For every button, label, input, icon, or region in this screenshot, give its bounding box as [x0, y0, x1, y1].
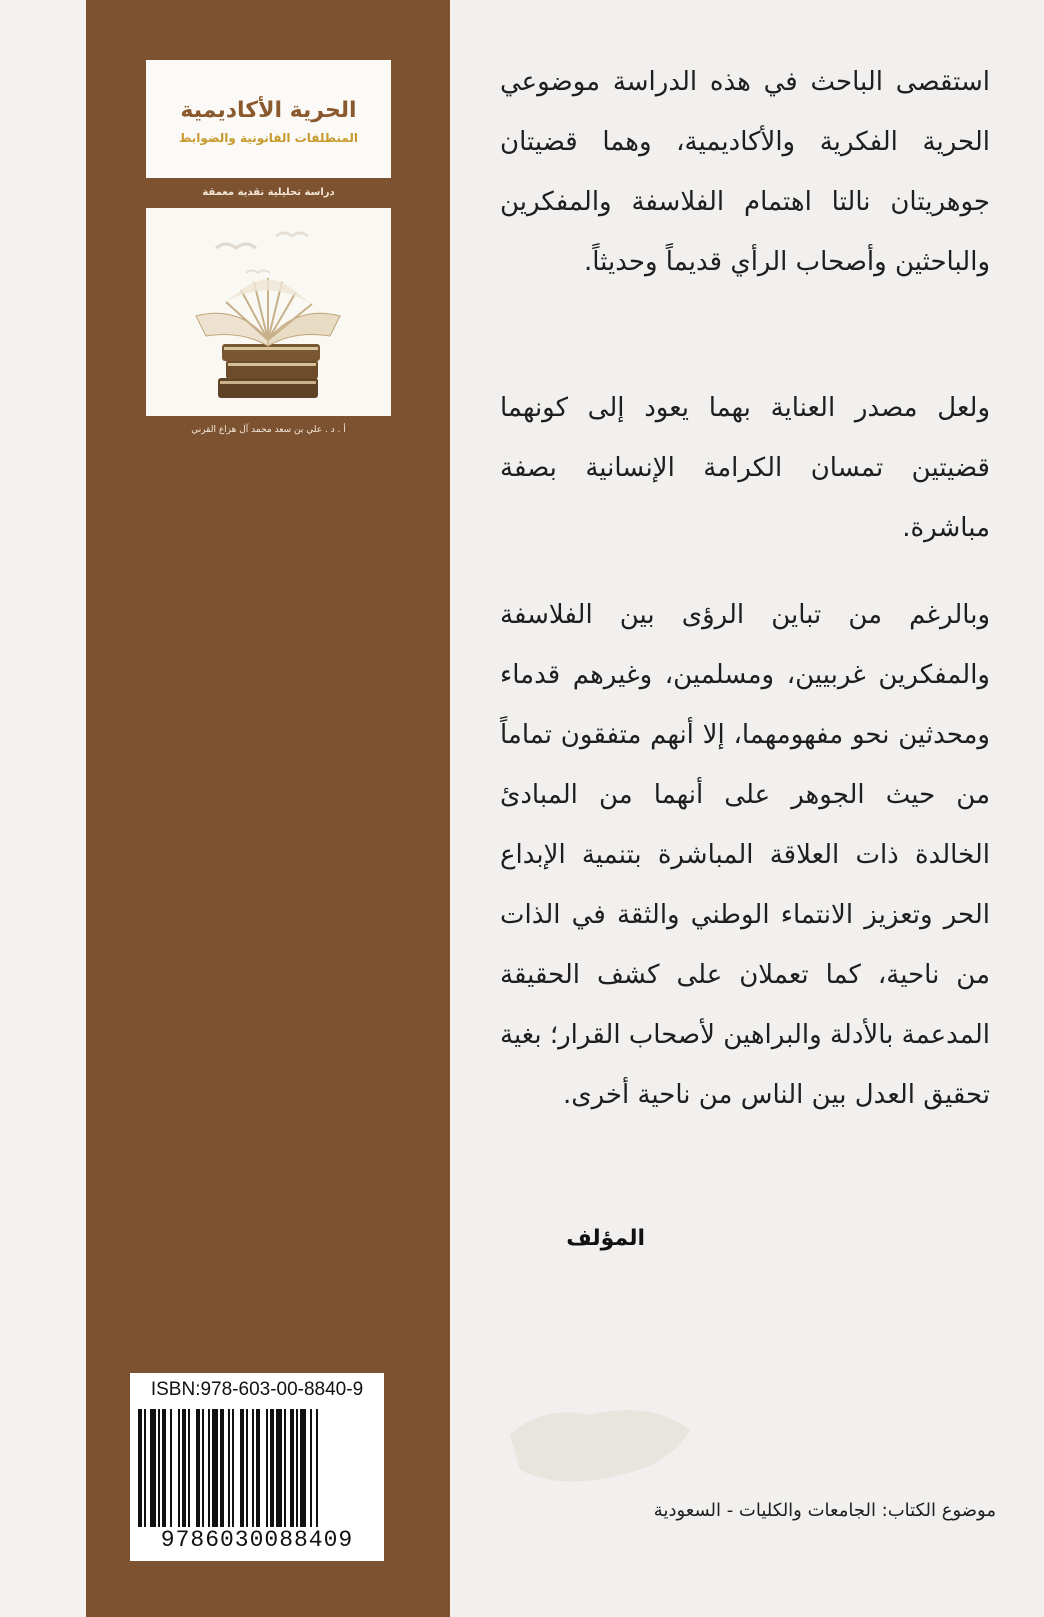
open-book-icon [146, 208, 391, 416]
barcode-bar [276, 1409, 282, 1527]
barcode-bar [158, 1409, 160, 1527]
barcode-bar [150, 1409, 156, 1527]
barcode-bar [266, 1409, 268, 1527]
cover-thumbnail [146, 60, 391, 445]
isbn-barcode [130, 1373, 384, 1561]
barcode-bar [246, 1409, 248, 1527]
barcode-bar [178, 1409, 180, 1527]
barcode-bar [196, 1409, 200, 1527]
author-signature: المؤلف [566, 1226, 645, 1251]
barcode-bar [212, 1409, 218, 1527]
barcode-bar [270, 1409, 274, 1527]
barcode-bar [208, 1409, 210, 1527]
barcode-bar [188, 1409, 190, 1527]
barcode-bar [310, 1409, 312, 1527]
cover-band-text: دراسة تحليلية نقدية معمقة [146, 178, 391, 208]
barcode-bar [300, 1409, 306, 1527]
barcode-bar [138, 1409, 142, 1527]
barcode-bar [232, 1409, 234, 1527]
paragraph-2: ولعل مصدر العناية بهما يعود إلى كونهما قضيتين تمسان الكرامة الإنسانية بصفة مباشرة. [500, 393, 990, 543]
book-subject: موضوع الكتاب: الجامعات والكليات - السعودية [653, 1500, 996, 1521]
barcode-bar [256, 1409, 260, 1527]
barcode-bar [252, 1409, 254, 1527]
barcode-bar [162, 1409, 166, 1527]
barcode-bars [136, 1409, 378, 1529]
barcode-digits: 9786030088409 [160, 1527, 354, 1553]
paper-stain [500, 1395, 700, 1495]
cover-author: أ . د . علي بن سعد محمد آل هزاع القرني [146, 416, 391, 445]
paragraph-1: استقصى الباحث في هذه الدراسة موضوعي الحرية الفكرية والأكاديمية، وهما قضيتان جوهريتان نالتا اهتمام الفلاسفة والمفكرين والباحثين وأصحاب الرأي قديماً وحديثاً. [500, 67, 990, 277]
paragraph-3: وبالرغم من تباين الرؤى بين الفلاسفة والمفكرين غربيين، ومسلمين، وغيرهم قدماء ومحدثين نحو مفهومهما، إلا أنهم متفقون تماماً من حيث الجوهر على أنهما من المبادئ الخالدة ذات العلاقة المباشرة بتنمية الإبداع الحر وتعزيز الانتماء الوطني والثقة في الذات من ناحية، كما تعملان على كشف الحقيقة المدعمة بالأدلة والبراهين لأصحاب القرار؛ بغية تحقيق العدل بين الناس من ناحية أخرى. [500, 600, 990, 1110]
barcode-bar [220, 1409, 224, 1527]
barcode-bar [182, 1409, 186, 1527]
barcode-bar [170, 1409, 172, 1527]
barcode-bar [296, 1409, 298, 1527]
isbn-label: ISBN:978-603-00-8840-9 [150, 1379, 364, 1400]
cover-title-area [146, 60, 391, 178]
cover-subtitle: المنطلقات القانونية والضوابط [178, 131, 359, 145]
left-margin [0, 0, 86, 1617]
barcode-bar [240, 1409, 244, 1527]
barcode-bar [284, 1409, 286, 1527]
barcode-bar [202, 1409, 204, 1527]
books-illustration [146, 208, 391, 416]
barcode-bar [316, 1409, 318, 1527]
barcode-bar [290, 1409, 294, 1527]
barcode-bar [144, 1409, 146, 1527]
cover-title: الحرية الأكاديمية [180, 98, 357, 123]
barcode-bar [228, 1409, 230, 1527]
